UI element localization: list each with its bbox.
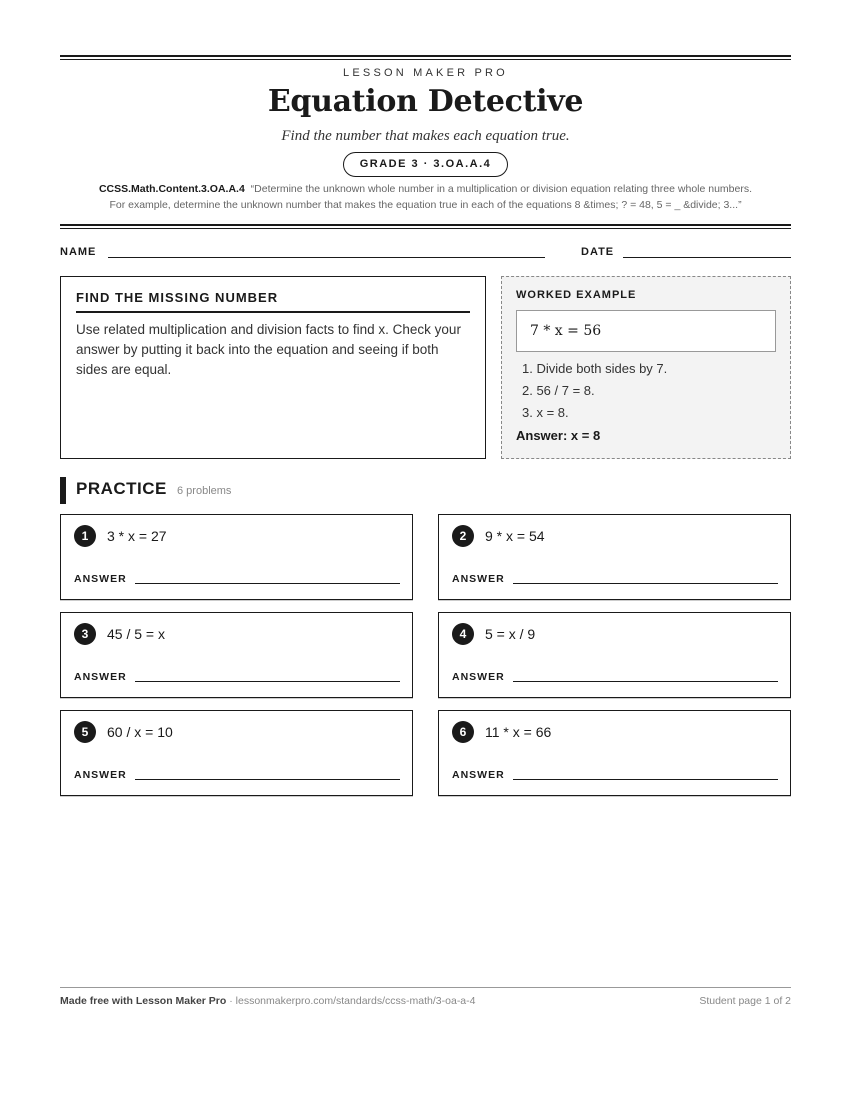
grade-badge: GRADE 3 · 3.OA.A.4 [343,152,508,177]
problem-card-5 [60,710,413,796]
standard-code: CCSS.Math.Content.3.OA.A.4 [98,183,245,195]
brand-name: LESSON MAKER PRO [343,67,508,79]
answer-label: ANSWER [74,671,127,683]
student-info-row [60,244,791,262]
answer-label: ANSWER [74,769,127,781]
answer-field[interactable] [135,681,400,682]
footer-url[interactable]: · lessonmakerpro.com/standards/ccss-math/3-oa-a-4 [226,995,476,1007]
worksheet-subtitle: Find the number that makes each equation true. [281,128,570,144]
worksheet-page [60,0,791,1100]
worked-example-steps [516,358,776,424]
worked-example-answer: Answer: x = 8 [516,428,601,443]
problem-number-badge: 1 [74,525,96,547]
worked-example-equation: 7 * x = 56 [516,310,776,352]
problem-equation: 5 = x / 9 [485,626,536,642]
name-field[interactable] [108,257,545,258]
footer-credit [60,995,476,1007]
standard-text-2: For example, determine the unknown number that makes the equation true in each of the equations 8 &times; ? = 48, 5 = _ &divide; 3...” [109,199,742,211]
date-label: DATE [581,246,615,258]
answer-label: ANSWER [452,573,505,585]
answer-label: ANSWER [452,769,505,781]
problem-equation: 9 * x = 54 [485,528,545,544]
name-label: NAME [60,246,97,258]
problem-equation: 3 * x = 27 [107,528,167,544]
practice-count: 6 problems [177,485,232,497]
answer-field[interactable] [513,779,778,780]
problem-equation: 11 * x = 66 [485,724,552,740]
practice-title: PRACTICE [76,479,167,498]
problem-number-badge: 4 [452,623,474,645]
header-bottom-rule [60,224,791,229]
worked-example-step: 3. x = 8. [522,405,569,420]
problem-card-4 [438,612,791,698]
footer-page-number: Student page 1 of 2 [699,995,791,1007]
worked-example-box [501,276,791,459]
date-field[interactable] [623,257,791,258]
instructions-text: Use related multiplication and division facts to find x. Check your answer by putting it back into the equation and seeing if both sides are equal. [76,322,461,377]
standard-description [60,181,791,213]
problem-number-badge: 5 [74,721,96,743]
standard-text-1: “Determine the unknown whole number in a multiplication or division equation relating three whole numbers. [250,183,753,195]
answer-label: ANSWER [452,671,505,683]
problem-card-6 [438,710,791,796]
worksheet-title: Equation Detective [267,84,584,119]
problem-card-3 [60,612,413,698]
problem-equation: 45 / 5 = x [107,626,165,642]
answer-label: ANSWER [74,573,127,585]
problem-card-1 [60,514,413,600]
answer-field[interactable] [513,681,778,682]
instructions-box [60,276,486,459]
worked-example-step: 1. Divide both sides by 7. [522,361,668,376]
practice-accent-bar [60,477,66,504]
problem-card-2 [438,514,791,600]
header-top-rule [60,55,791,60]
standard-line-1 [60,181,791,197]
answer-field[interactable] [135,583,400,584]
answer-field[interactable] [513,583,778,584]
footer-rule [60,987,791,988]
problem-equation: 60 / x = 10 [107,724,173,740]
problem-number-badge: 2 [452,525,474,547]
worked-example-heading: WORKED EXAMPLE [516,289,637,301]
worked-example-step: 2. 56 / 7 = 8. [522,383,595,398]
instructions-heading: FIND THE MISSING NUMBER [76,290,470,313]
problem-number-badge: 3 [74,623,96,645]
footer-made-with: Made free with Lesson Maker Pro [60,995,227,1007]
answer-field[interactable] [135,779,400,780]
problem-number-badge: 6 [452,721,474,743]
